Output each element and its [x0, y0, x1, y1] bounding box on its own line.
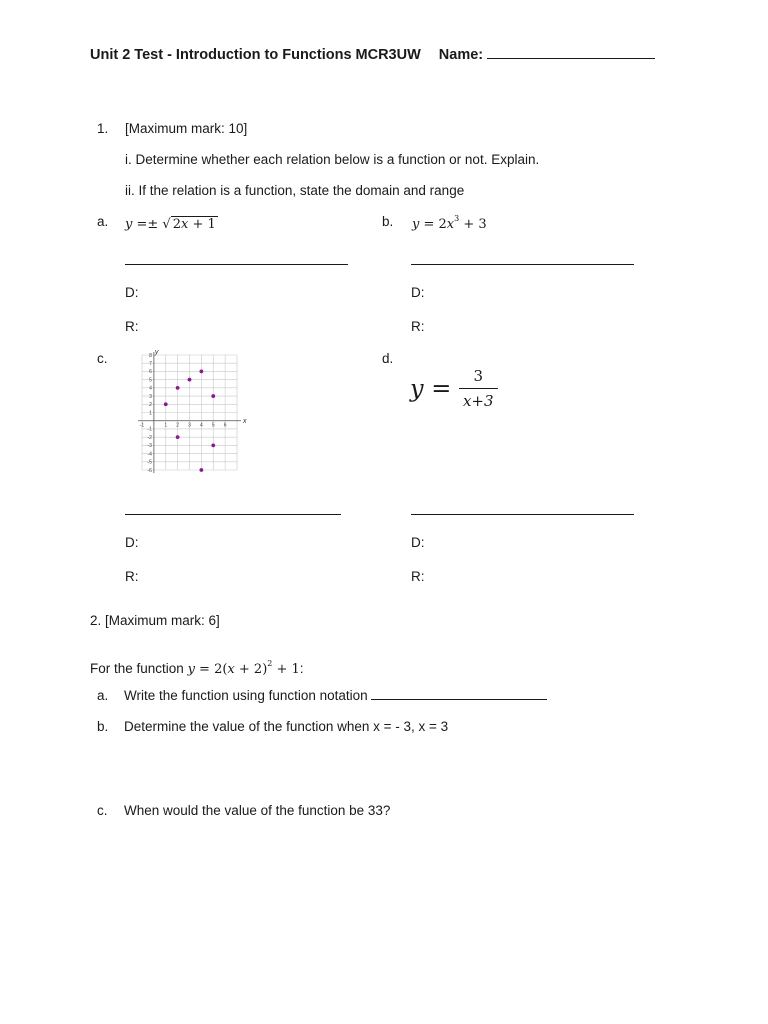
data-point	[211, 443, 215, 447]
q1-instruction-i: i. Determine whether each relation below is a function or not. Explain.	[125, 152, 540, 167]
q1a-label: a.	[97, 214, 109, 229]
name-answer-line[interactable]	[487, 58, 655, 59]
q1b-answer-line[interactable]	[411, 264, 634, 265]
x-tick-label: 6	[223, 422, 227, 429]
q2-intro: For the function $y = 2(x + 2)^2 + 1$:	[90, 659, 304, 677]
data-point	[176, 386, 180, 390]
q1a-domain-label: D:	[125, 285, 139, 300]
y-tick-label: 2	[149, 402, 152, 409]
data-point	[188, 378, 192, 382]
data-point	[199, 468, 203, 472]
y-tick-label: 1	[149, 410, 152, 417]
q1c-range-label: R:	[125, 569, 139, 584]
q1b-equation: $y = 2x^3 + 3$	[412, 214, 487, 232]
q2b-label: b.	[97, 719, 109, 734]
y-tick-label: 8	[149, 352, 152, 359]
y-tick-label: 3	[149, 393, 152, 400]
graph-grid	[139, 352, 237, 470]
q2a-text: Write the function using function notation	[124, 688, 547, 703]
graph-tick-labels	[140, 353, 227, 474]
q2-heading: 2. [Maximum mark: 6]	[90, 613, 220, 628]
q2c-text: When would the value of the function be 33?	[124, 803, 391, 818]
y-tick-label: 4	[149, 385, 152, 392]
x-tick-label: 5	[211, 422, 215, 429]
x-tick-label: 2	[176, 422, 180, 429]
q1d-answer-line[interactable]	[411, 514, 634, 515]
x-tick-label: 4	[199, 422, 203, 429]
data-point	[176, 435, 180, 439]
q1c-scatter-graph	[130, 350, 255, 475]
y-tick-label: -5	[147, 459, 152, 466]
y-tick-label: 5	[149, 377, 152, 384]
y-tick-label: -3	[147, 443, 152, 450]
q1d-label: d.	[382, 351, 394, 366]
q2-function: $y = 2(x + 2)^2 + 1$	[187, 659, 300, 677]
q1a-equation: y =± √ 2x + 1	[125, 217, 216, 232]
y-axis-label: y	[154, 350, 159, 356]
y-tick-label: -6	[147, 467, 152, 474]
y-tick-label: -1	[147, 426, 152, 433]
q1d-range-label: R:	[411, 569, 425, 584]
data-point	[199, 370, 203, 374]
q1b-label: b.	[382, 214, 394, 229]
q1b-domain-label: D:	[411, 285, 425, 300]
q1d-domain-label: D:	[411, 535, 425, 550]
q2c-label: c.	[97, 803, 108, 818]
test-header	[90, 47, 655, 63]
q1c-answer-line[interactable]	[125, 514, 341, 515]
data-point	[211, 394, 215, 398]
y-tick-label: 6	[149, 369, 152, 376]
q2a-label: a.	[97, 688, 109, 703]
q2b-text: Determine the value of the function when x = - 3, x = 3	[124, 719, 449, 734]
test-title: Unit 2 Test - Introduction to Functions MCR3UW	[90, 47, 421, 63]
fraction: $\frac{3}{x+3}$	[459, 367, 498, 410]
x-tick-label: -1	[139, 422, 145, 429]
radicand: 2x + 1	[172, 217, 216, 232]
x-tick-label: 3	[188, 422, 191, 429]
y-tick-label: -4	[147, 451, 152, 458]
q1-number: 1.	[97, 121, 109, 136]
q1c-label: c.	[97, 351, 108, 366]
y-tick-label: -2	[147, 434, 152, 441]
q1c-domain-label: D:	[125, 535, 139, 550]
q1b-range-label: R:	[411, 319, 425, 334]
y-tick-label: 7	[149, 361, 152, 368]
name-label: Name:	[438, 47, 484, 63]
q2a-answer-line[interactable]	[371, 699, 547, 700]
q1-instruction-ii: ii. If the relation is a function, state the domain and range	[125, 183, 465, 198]
q1a-answer-line[interactable]	[125, 264, 348, 265]
q1d-equation: y = $\frac{3}{x+3}$	[410, 367, 498, 410]
data-point	[164, 402, 168, 406]
x-tick-label: 1	[164, 422, 168, 429]
q1a-range-label: R:	[125, 319, 139, 334]
sqrt-symbol: √	[162, 217, 171, 232]
x-axis-label: x	[243, 418, 247, 426]
q1-max-mark: [Maximum mark: 10]	[125, 121, 248, 136]
